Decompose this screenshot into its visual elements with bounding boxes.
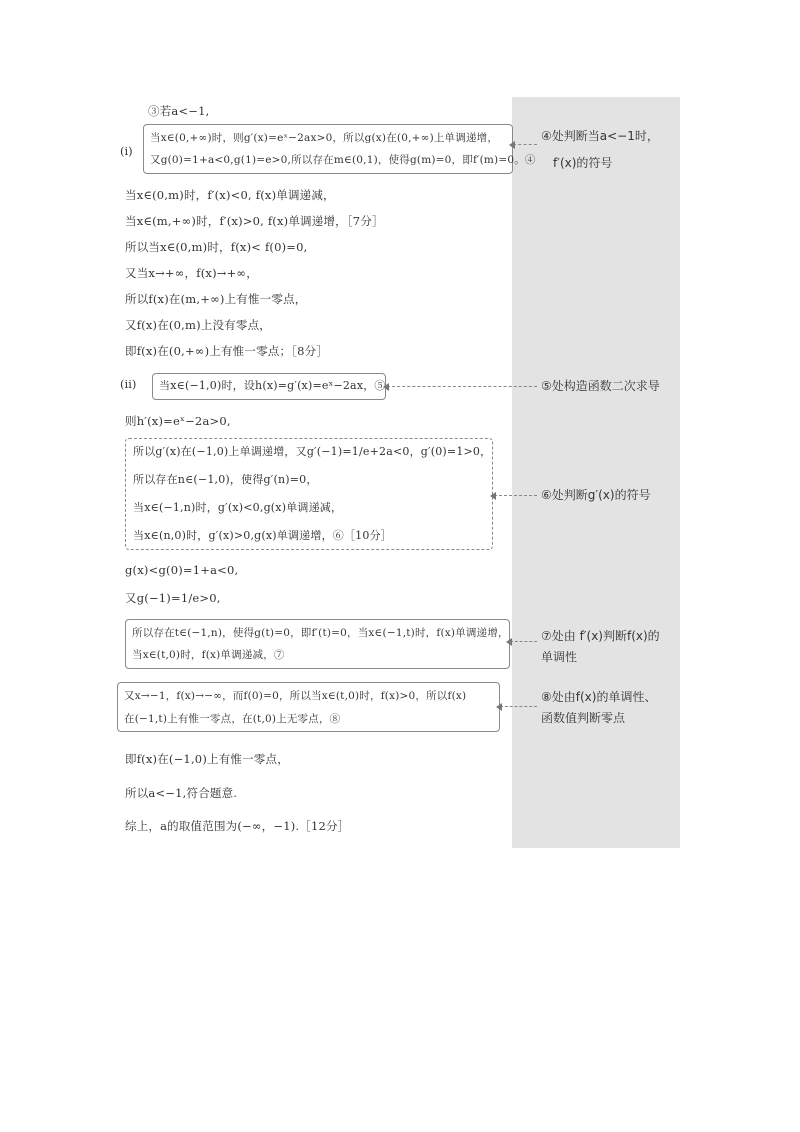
arrow-8 xyxy=(500,706,537,707)
step-line: 当x∈(0,m)时，f′(x)<0, f(x)单调递减， xyxy=(125,188,335,202)
note-6: ⑥处判断g′(x)的符号 xyxy=(541,488,651,502)
arrow-4 xyxy=(513,144,537,145)
case-heading: ③若a<−1, xyxy=(148,104,210,118)
note-4-line2: f′(x)的符号 xyxy=(553,156,613,170)
annotated-box-6 xyxy=(125,438,493,550)
annotated-box-7 xyxy=(125,619,510,669)
note-8-line1: ⑧处由f(x)的单调性、 xyxy=(541,690,657,704)
step-line: g(x)<g(0)=1+a<0, xyxy=(125,563,239,577)
box1-line2: 又g(0)=1+a<0,g(1)=e>0,所以存在m∈(0,1)，使得g(m)=0，即f′(m)=0。④ xyxy=(150,154,536,166)
note-7-line1: ⑦处由 f′(x)判断f(x)的 xyxy=(541,629,660,643)
arrow-5 xyxy=(387,386,537,387)
arrowhead-icon xyxy=(490,492,496,500)
box5-line1: 又x→−1，f(x)→−∞，而f(0)=0，所以当x∈(t,0)时，f(x)>0，所以f(x) xyxy=(124,690,467,702)
annotated-box-4 xyxy=(143,124,536,174)
box4-line1: 所以存在t∈(−1,n)，使得g(t)=0，即f′(t)=0，当x∈(−1,t)时，f(x)单调递增， xyxy=(132,627,509,639)
note-7-line2: 单调性 xyxy=(541,650,578,664)
annotation-sidebar xyxy=(512,97,680,848)
box4-line2: 当x∈(t,0)时，f(x)单调递减，⑦ xyxy=(132,649,285,661)
part-i-label: (ⅰ) xyxy=(120,144,133,158)
annotated-box-8 xyxy=(117,682,500,732)
arrow-7 xyxy=(510,641,537,642)
step-line: 当x∈(m,+∞)时，f′(x)>0, f(x)单调递增，［7分］ xyxy=(125,214,384,228)
step-line: 所以当x∈(0,m)时，f(x)< f(0)=0, xyxy=(125,240,308,254)
step-line: 又f(x)在(0,m)上没有零点， xyxy=(125,318,271,332)
step-line: 即f(x)在(−1,0)上有惟一零点， xyxy=(125,752,289,766)
box1-line1: 当x∈(0,+∞)时，则g′(x)=eˣ−2ax>0，所以g(x)在(0,+∞)上单调递增， xyxy=(150,132,499,144)
step-line: 又当x→+∞，f(x)→+∞， xyxy=(125,266,258,280)
note-4-line1: ④处判断当a<−1时， xyxy=(541,129,659,143)
step-line: 又g(−1)=1/e>0, xyxy=(125,591,221,605)
arrow-6 xyxy=(494,495,537,496)
annotated-box-5 xyxy=(152,373,386,400)
box3-line2: 所以存在n∈(−1,0)，使得g′(n)=0， xyxy=(133,473,318,486)
conclusion-line: 综上，a的取值范围为(−∞，−1).［12分］ xyxy=(125,819,350,833)
step-line: 所以f(x)在(m,+∞)上有惟一零点， xyxy=(125,292,307,306)
box3-line3: 当x∈(−1,n)时，g′(x)<0,g(x)单调递减， xyxy=(133,501,343,514)
note-5: ⑤处构造函数二次求导 xyxy=(541,379,660,393)
box3-line1: 所以g′(x)在(−1,0)上单调递增，又g′(−1)=1/e+2a<0，g′(0)=1>0， xyxy=(133,445,492,458)
step-line: 所以a<−1,符合题意. xyxy=(125,786,238,800)
arrowhead-icon xyxy=(496,703,502,711)
box3-line4: 当x∈(n,0)时，g′(x)>0,g(x)单调递增，⑥［10分］ xyxy=(133,529,392,542)
box5-line2: 在(−1,t)上有惟一零点，在(t,0)上无零点，⑧ xyxy=(124,713,341,725)
arrowhead-icon xyxy=(509,141,515,149)
box2-line: 当x∈(−1,0)时，设h(x)=g′(x)=eˣ−2ax，⑤ xyxy=(159,379,386,392)
arrowhead-icon xyxy=(506,638,512,646)
note-8-line2: 函数值判断零点 xyxy=(541,711,626,725)
step-line: 则h′(x)=eˣ−2a>0, xyxy=(125,414,231,428)
part-ii-label: (ⅱ) xyxy=(120,377,137,391)
step-line: 即f(x)在(0,+∞)上有惟一零点；［8分］ xyxy=(125,344,329,358)
arrowhead-icon xyxy=(383,383,389,391)
